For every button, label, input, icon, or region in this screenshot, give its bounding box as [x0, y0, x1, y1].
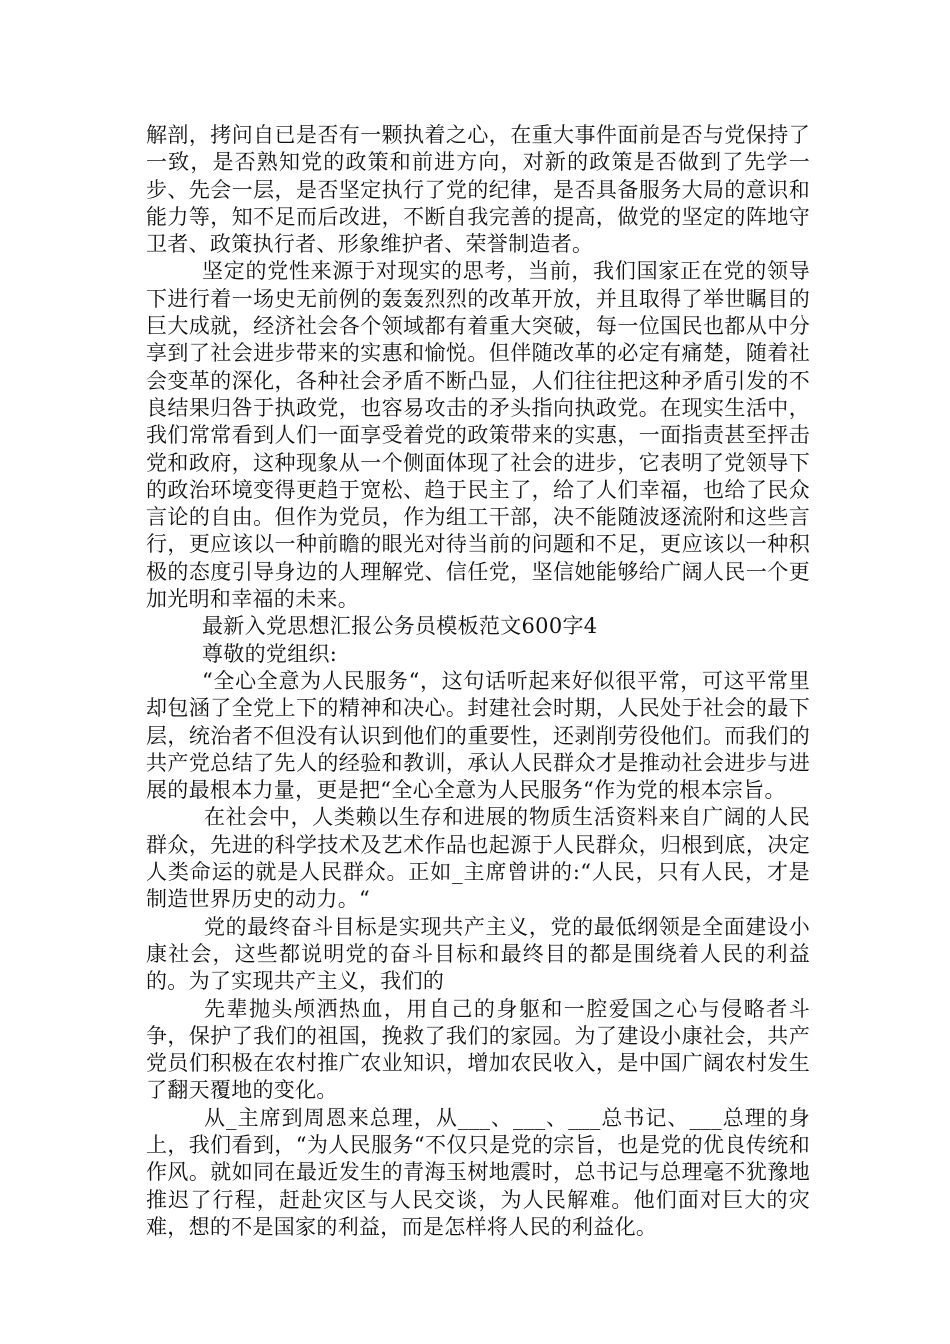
paragraph-7: 从_主席到周恩来总理，从___、___、___总书记、___总理的身上，我们看到，“为人民服务“不仅只是党的宗旨，也是党的优良传统和作风。就如同在最近发生的青海玉树地震时，总书记与总理毫不犹豫地推迟了行程，赶赴灾区与人民交谈，为人民解难。他们面对巨大的灾难，想的不是国家的利益，而是怎样将人民的利益化。: [146, 1105, 810, 1239]
paragraph-2: 坚定的党性来源于对现实的思考，当前，我们国家正在党的领导下进行着一场史无前例的轰轰烈烈的改革开放，并且取得了举世瞩目的巨大成就，经济社会各个领域都有着重大突破，每一位国民也都从中分享到了社会进步带来的实惠和愉悦。但伴随改革的必定有痛楚，随着社会变革的深化，各种社会矛盾不断凸显，人们往往把这种矛盾引发的不良结果归咎于执政党，也容易攻击的矛头指向执政党。在现实生活中，我们常常看到人们一面享受着党的政策带来的实惠，一面指责甚至抨击党和政府，这种现象从一个侧面体现了社会的进步，它表明了党领导下的政治环境变得更趋于宽松、趋于民主了，给了人们幸福，也给了民众言论的自由。但作为党员，作为组工干部，决不能随波逐流附和这些言行，更应该以一种前瞻的眼光对待当前的问题和不足，更应该以一种积极的态度引导身边的人理解党、信任党，坚信她能够给广阔人民一个更加光明和幸福的未来。: [146, 259, 810, 612]
paragraph-5: 党的最终奋斗目标是实现共产主义，党的最低纲领是全面建设小康社会，这些都说明党的奋斗目标和最终目的都是围绕着人民的利益的。为了实现共产主义，我们的: [146, 914, 810, 994]
document-body: [146, 122, 810, 1241]
paragraph-3: “全心全意为人民服务“，这句话听起来好似很平常，可这平常里却包涵了全党上下的精神和决心。封建社会时期，人民处于社会的最下层，统治者不但没有认识到他们的重要性，还剥削劳役他们。而我们的共产党总结了先人的经验和教训，承认人民群众才是推动社会进步与进展的最根本力量，更是把“全心全意为人民服务“作为党的根本宗旨。: [146, 668, 810, 803]
paragraph-1: 解剖，拷问自已是否有一颗执着之心，在重大事件面前是否与党保持了一致，是否熟知党的政策和前进方向，对新的政策是否做到了先学一步、先会一层，是否坚定执行了党的纪律，是否具备服务大局的意识和能力等，知不足而后改进，不断自我完善的提高，做党的坚定的阵地守卫者、政策执行者、形象维护者、荣誉制造者。: [146, 123, 810, 257]
paragraph-4: 在社会中，人类赖以生存和进展的物质生活资料来自广阔的人民群众，先进的科学技术及艺术作品也起源于人民群众，归根到底，决定人类命运的就是人民群众。正如_主席曾讲的:“人民，只有人民，才是制造世界历史的动力。“: [146, 805, 810, 912]
section-title: 最新入党思想汇报公务员模板范文600字4: [202, 614, 598, 639]
salutation: 尊敬的党组织:: [202, 641, 338, 666]
paragraph-6: 先辈抛头颅洒热血，用自己的身躯和一腔爱国之心与侵略者斗争，保护了我们的祖国，挽救了我们的家园。为了建设小康社会，共产党员们积极在农村推广农业知识，增加农民收入，是中国广阔农村发生了翻天覆地的变化。: [146, 996, 810, 1103]
